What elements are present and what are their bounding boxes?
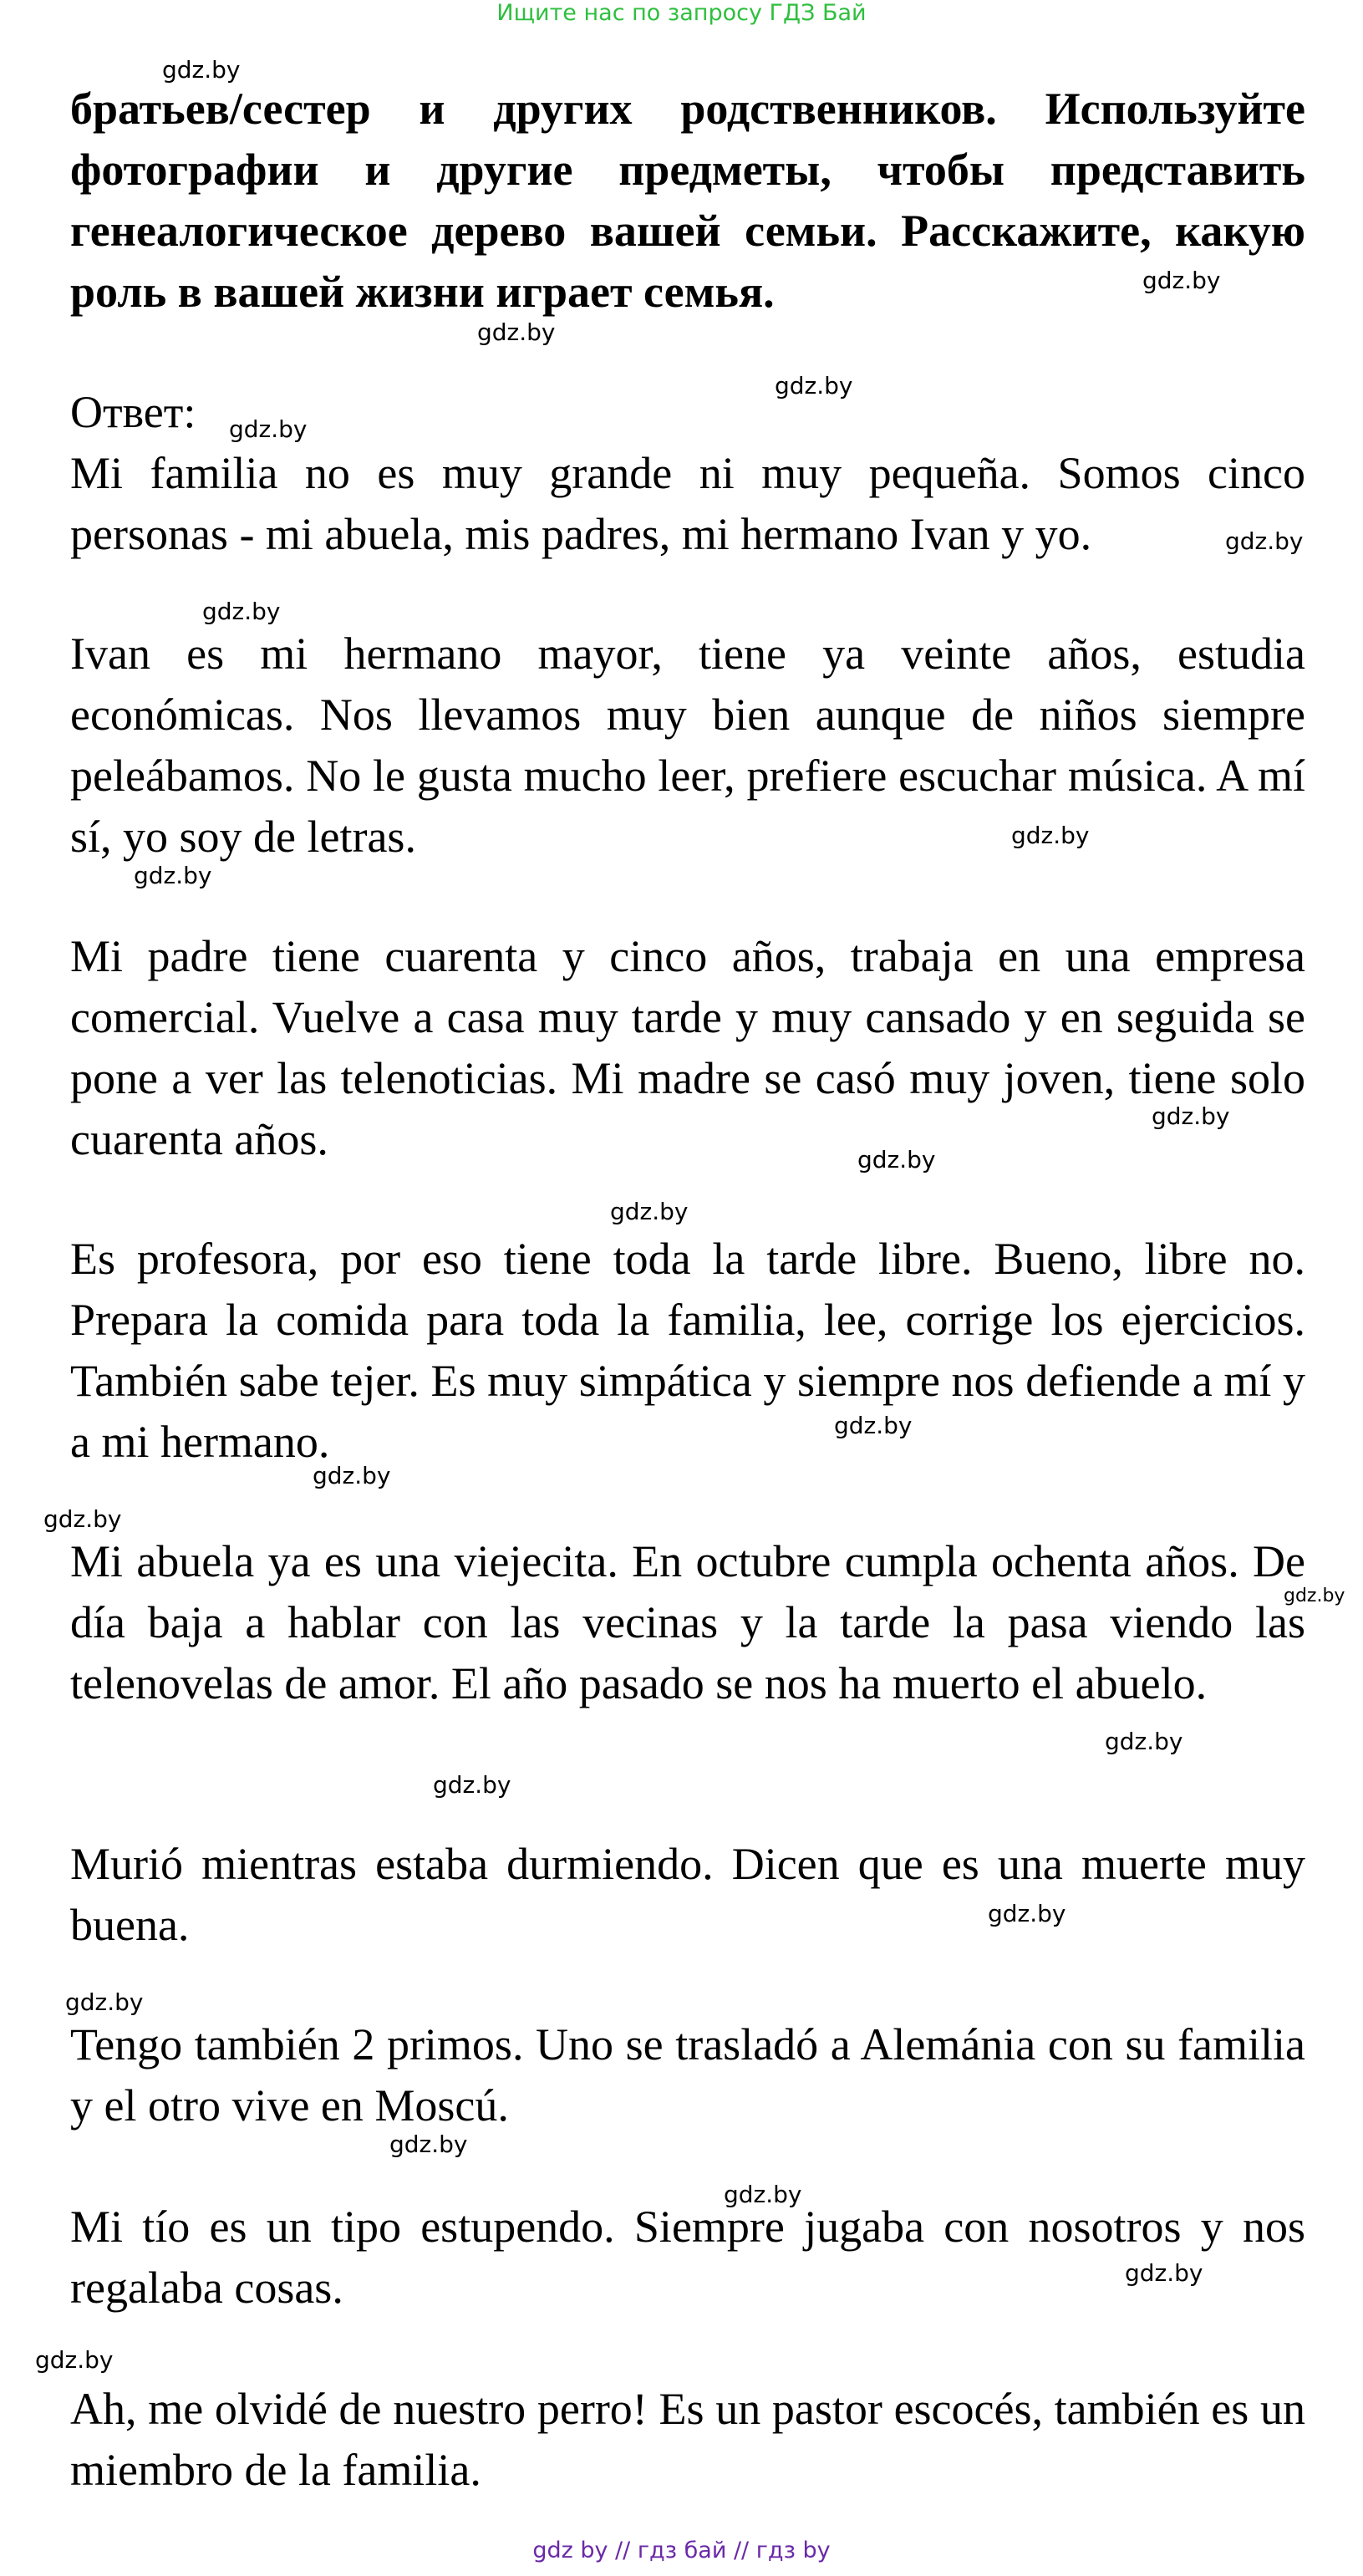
watermark: gdz.by	[389, 2131, 468, 2158]
watermark: gdz.by	[988, 1900, 1066, 1927]
paragraph-mother: Es profesora, por eso tiene toda la tarde libre. Bueno, libre no. Prepara la comida para toda la familia, lee, corrige los ejercicios. También sabe tejer. Es muy simpática y siempre nos defiende a mí y a mi hermano.	[70, 1234, 1305, 1467]
header-banner[interactable]: Ищите нас по запросу ГДЗ Бай	[496, 0, 867, 26]
watermark: gdz.by	[1142, 267, 1221, 294]
watermark: gdz.by	[35, 2346, 114, 2374]
watermark: gdz.by	[1152, 1102, 1230, 1130]
paragraph-dog: Ah, me olvidé de nuestro perro! Es un pastor escocés, también es un miembro de la familia.	[70, 2384, 1305, 2495]
watermark: gdz.by	[1105, 1728, 1183, 1755]
paragraph-family: Mi familia no es muy grande ni muy pequeña. Somos cinco personas - mi abuela, mis padres, mi hermano Ivan y yo.	[70, 448, 1305, 559]
watermark: gdz.by	[162, 56, 241, 84]
watermark: gdz.by	[477, 318, 556, 346]
task-text: братьев/сестер и других родственников. Используйте фотографии и другие предметы, чтобы представить генеалогическое дерево вашей семьи. Расскажите, какую роль в вашей жизни играет семья.	[70, 84, 1305, 317]
paragraph-grandmother: Mi abuela ya es una viejecita. En octubre cumpla ochenta años. De día baja a hablar con las vecinas y la tarde la pasa viendo las telenovelas de amor. El año pasado se nos ha muerto el abuelo.	[70, 1536, 1305, 1708]
watermark: gdz.by	[1125, 2259, 1203, 2287]
watermark: gdz.by	[229, 415, 308, 443]
paragraph-uncle: Mi tío es un tipo estupendo. Siempre jugaba con nosotros y nos regalaba cosas.	[70, 2202, 1305, 2313]
watermark: gdz.by	[724, 2181, 802, 2208]
watermark: gdz.by	[857, 1146, 936, 1173]
watermark: gdz.by	[433, 1771, 511, 1799]
watermark: gdz.by	[1225, 527, 1304, 555]
footer-links[interactable]: gdz by // гдз бай // гдз by	[532, 2538, 831, 2563]
paragraph-grandfather: Murió mientras estaba durmiendo. Dicen que es una muerte muy buena.	[70, 1839, 1305, 1950]
watermark: gdz.by	[834, 1412, 913, 1439]
watermark: gdz.by	[313, 1462, 391, 1489]
watermark: gdz.by	[1284, 1586, 1345, 1606]
watermark: gdz.by	[1011, 822, 1090, 849]
watermark: gdz.by	[65, 1988, 144, 2016]
paragraph-father: Mi padre tiene cuarenta y cinco años, trabaja en una empresa comercial. Vuelve a casa muy tarde y muy cansado y en seguida se pone a ver las telenoticias. Mi madre se casó muy joven, tiene solo cuarenta años.	[70, 931, 1305, 1164]
watermark: gdz.by	[610, 1198, 689, 1225]
watermark: gdz.by	[134, 862, 212, 889]
answer-label: Ответ:	[70, 387, 196, 437]
paragraph-cousins: Tengo también 2 primos. Uno se trasladó a Alemánia con su familia y el otro vive en Moscú.	[70, 2019, 1305, 2131]
watermark: gdz.by	[202, 598, 281, 625]
paragraph-brother: Ivan es mi hermano mayor, tiene ya veinte años, estudia económicas. Nos llevamos muy bien aunque de niños siempre peleábamos. No le gusta mucho leer, prefiere escuchar música. A mí sí, yo soy de letras.	[70, 629, 1305, 862]
watermark: gdz.by	[43, 1505, 122, 1533]
watermark: gdz.by	[775, 372, 853, 400]
